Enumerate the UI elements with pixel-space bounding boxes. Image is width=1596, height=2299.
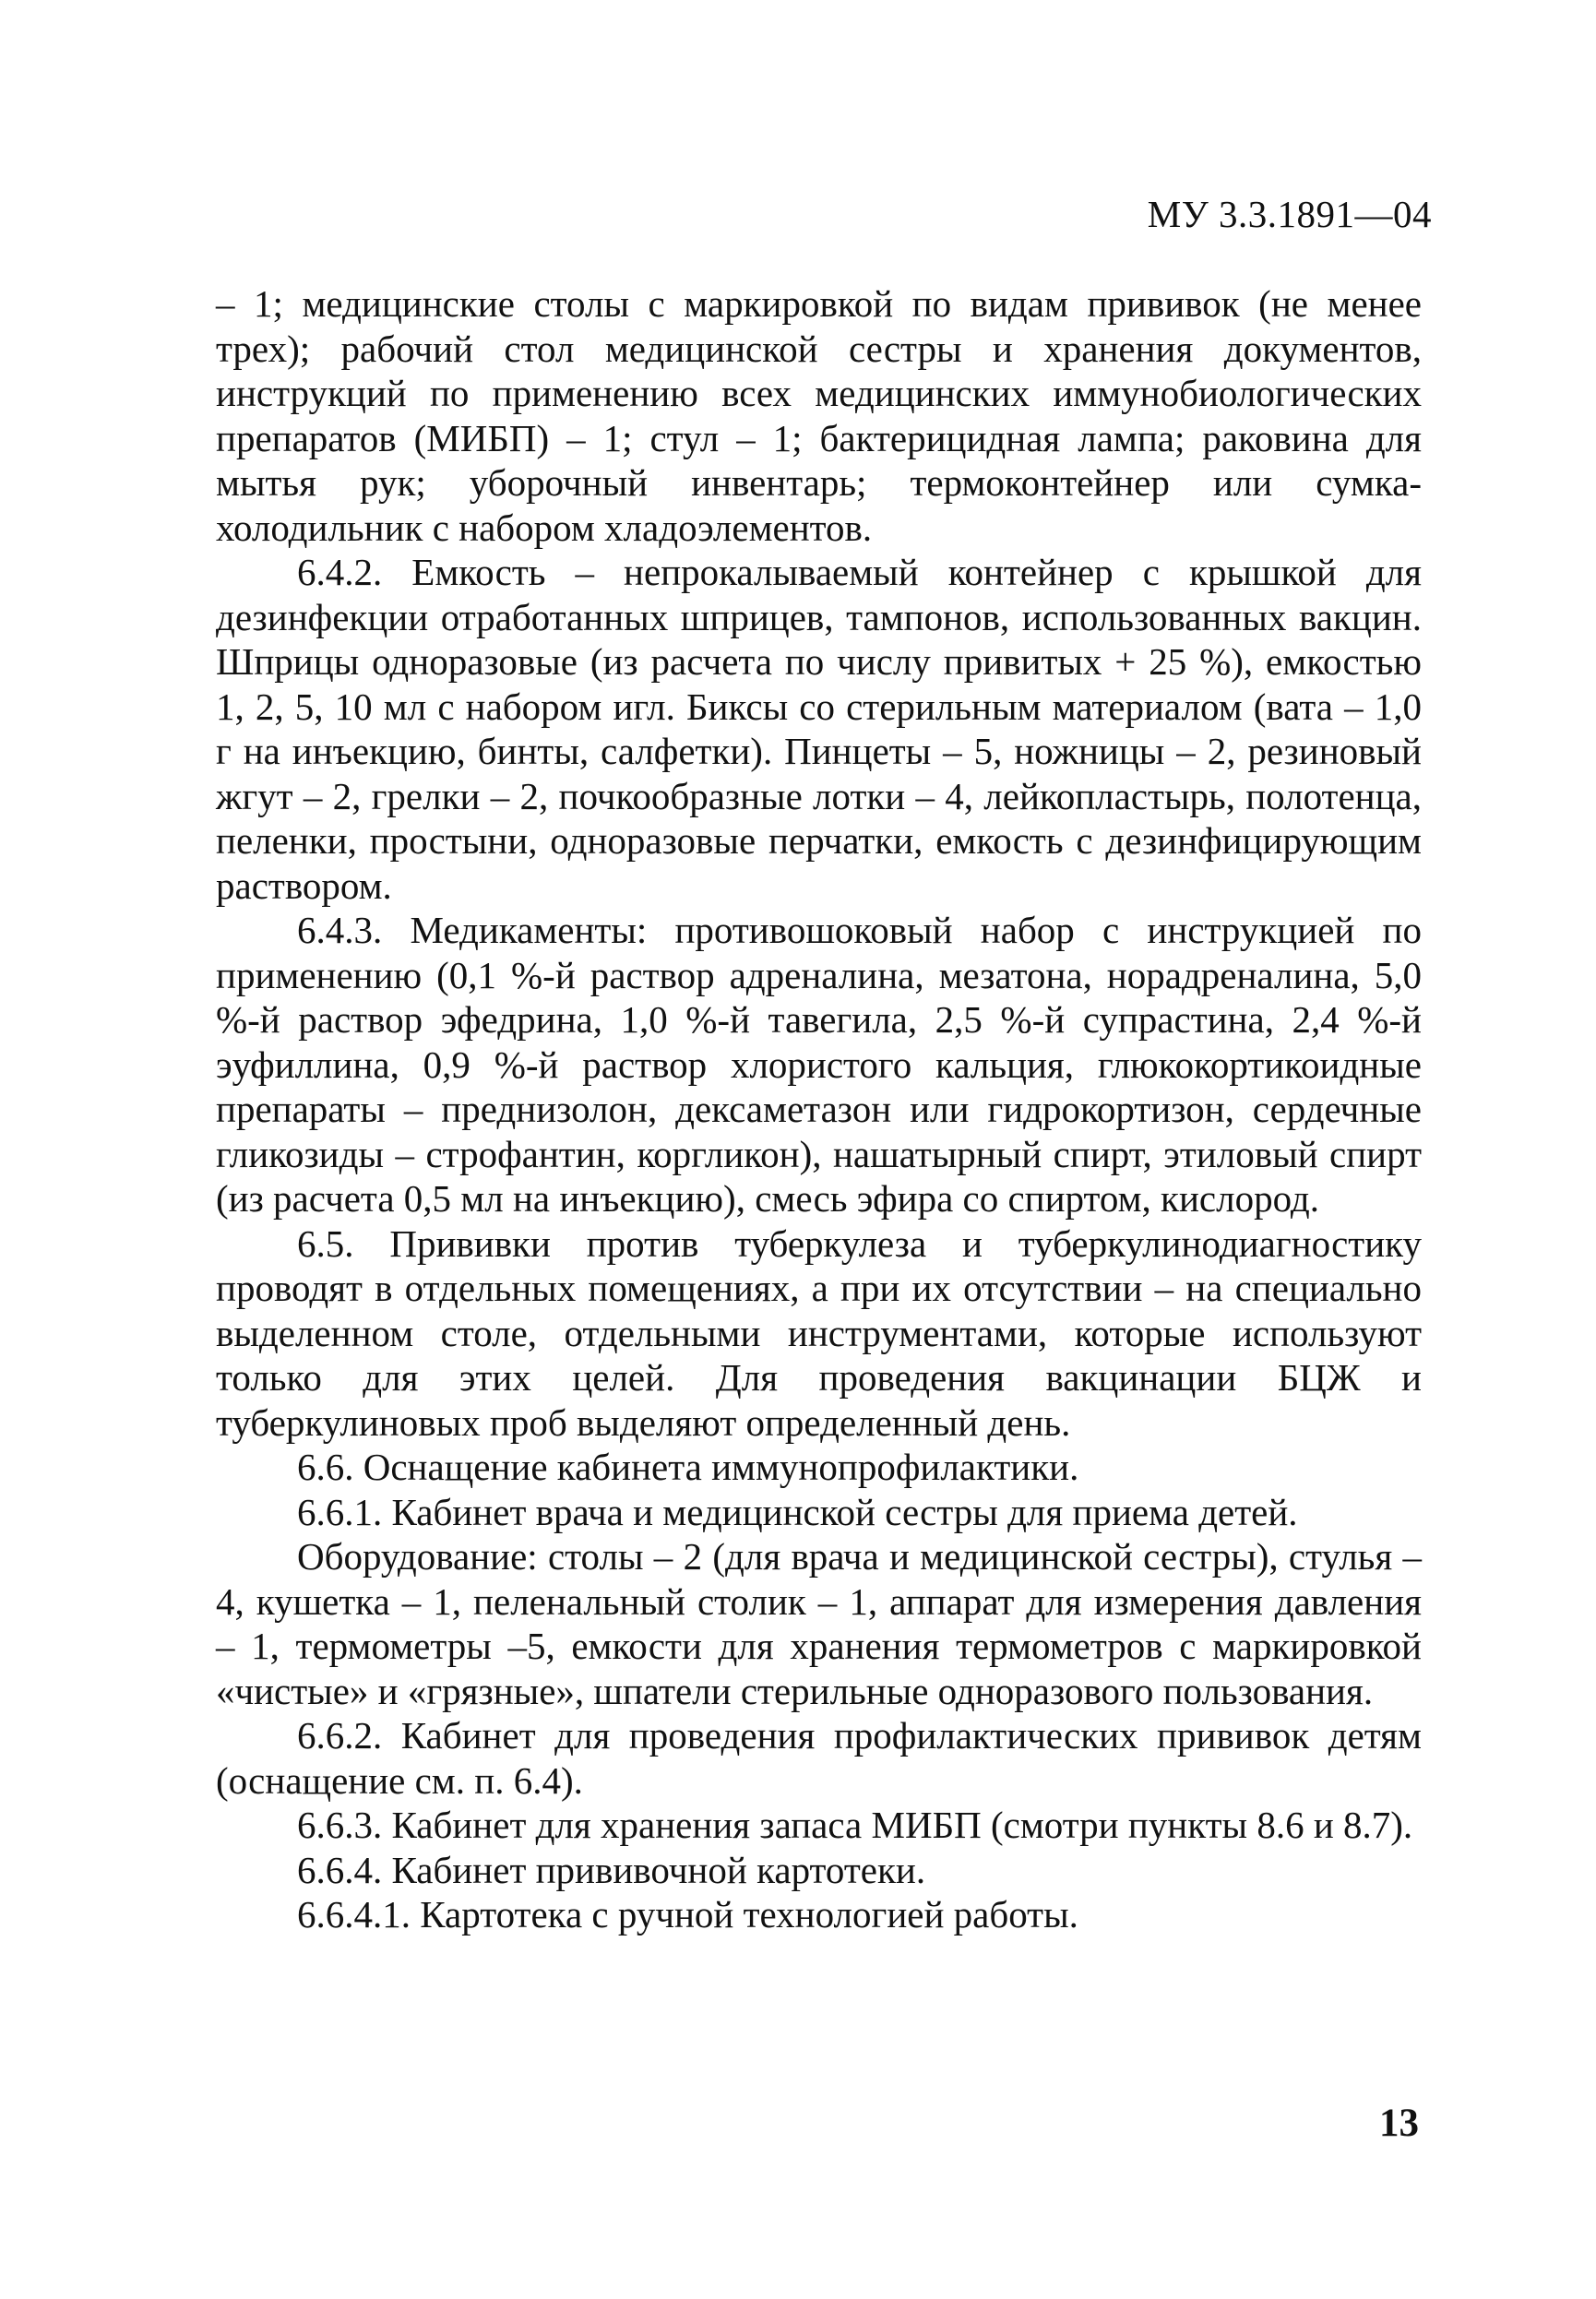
paragraph-6-5: 6.5. Прививки против туберкулеза и туберкулинодиагностику проводят в отдельных помещениях, а при их отсутствии – на специально выделенном столе, отдельными инструментами, которые используют только для этих целей. Для проведения вакцинации БЦЖ и туберкулиновых проб выделяют определенный день. <box>216 1221 1422 1444</box>
page-number: 13 <box>1379 2102 1419 2145</box>
paragraph-6-4-3: 6.4.3. Медикаменты: противошоковый набор с инструкцией по применению (0,1 %-й раствор адреналина, мезатона, норадреналина, 5,0 %-й раствор эфедрина, 1,0 %-й тавегила, 2,5 %-й супрастина, 2,4 %-й эуфиллина, 0,9 %-й раствор хлористого кальция, глюкокортикоидные препараты – преднизолон, дексаметазон или гидрокортизон, сердечные гликозиды – строфантин, коргликон), нашатырный спирт, этиловый спирт (из расчета 0,5 мл на инъекцию), смесь эфира со спиртом, кислород. <box>216 909 1422 1220</box>
body-text <box>216 281 1422 1937</box>
paragraph-equipment-list: Оборудование: столы – 2 (для врача и медицинской сестры), стулья – 4, кушетка – 1, пеленальный столик – 1, аппарат для измерения давления – 1, термометры –5, емкости для хранения термометров с маркировкой «чистые» и «грязные», шпатели стерильные одноразового пользования. <box>216 1535 1422 1712</box>
paragraph-6-4-2: 6.4.2. Емкость – непрокалываемый контейнер с крышкой для дезинфекции отработанных шприцев, тампонов, использованных вакцин. Шприцы одноразовые (из расчета по числу привитых + 25 %), емкостью 1, 2, 5, 10 мл с набором игл. Биксы со стерильным материалом (вата – 1,0 г на инъекцию, бинты, салфетки). Пинцеты – 5, ножницы – 2, резиновый жгут – 2, грелки – 2, почкообразные лотки – 4, лейкопластырь, полотенца, пеленки, простыни, одноразовые перчатки, емкость с дезинфицирующим раствором. <box>216 551 1422 907</box>
paragraph-6-6-1: 6.6.1. Кабинет врача и медицинской сестры для приема детей. <box>297 1490 1298 1533</box>
document-code: МУ 3.3.1891—04 <box>1147 193 1432 235</box>
paragraph-6-6-3: 6.6.3. Кабинет для хранения запаса МИБП (смотри пункты 8.6 и 8.7). <box>297 1804 1413 1846</box>
paragraph-equipment-continuation: – 1; медицинские столы с маркировкой по видам прививок (не менее трех); рабочий стол медицинской сестры и хранения документов, инструкций по применению всех медицинских иммунобиологических препаратов (МИБП) – 1; стул – 1; бактерицидная лампа; раковина для мытья рук; уборочный инвентарь; термоконтейнер или сумка-холодильник с набором хладоэлементов. <box>216 282 1422 549</box>
paragraph-6-6-4-1: 6.6.4.1. Картотека с ручной технологией работы. <box>297 1893 1078 1936</box>
paragraph-6-6-4: 6.6.4. Кабинет прививочной картотеки. <box>297 1848 926 1891</box>
paragraph-6-6-2: 6.6.2. Кабинет для проведения профилактических прививок детям (оснащение см. п. 6.4). <box>216 1714 1422 1802</box>
paragraph-6-6: 6.6. Оснащение кабинета иммунопрофилактики. <box>297 1446 1079 1488</box>
